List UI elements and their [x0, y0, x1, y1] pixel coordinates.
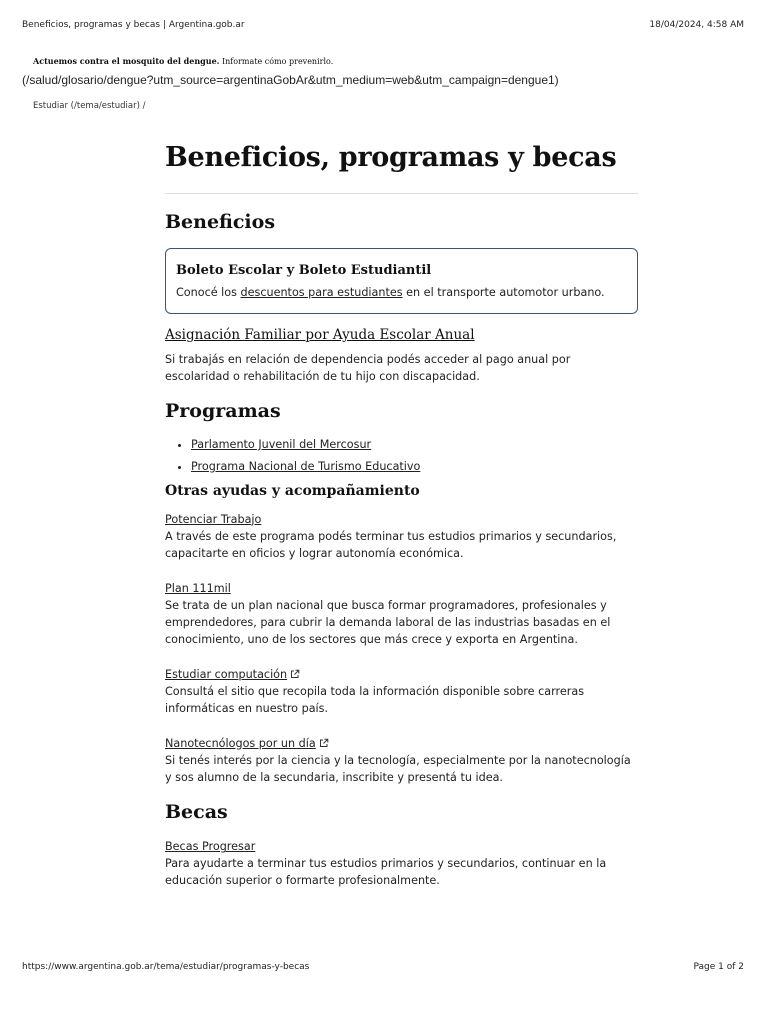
list-item [191, 460, 638, 473]
asignacion-familiar-text: Si trabajás en relación de dependencia podés acceder al pago anual por escolaridad o rehabilitación de tu hijo con discapacidad. [165, 352, 571, 383]
boleto-card-text-before: Conocé los [176, 285, 241, 299]
list-item [165, 732, 638, 786]
beneficios-heading: Beneficios [165, 211, 276, 234]
print-header-datetime: 18/04/2024, 4:58 AM [649, 20, 744, 30]
programas-heading: Programas [165, 399, 281, 422]
print-footer [22, 962, 744, 972]
external-link-icon [290, 669, 300, 679]
print-footer-url: https://www.argentina.gob.ar/tema/estudiar/programas-y-becas [22, 962, 310, 972]
boleto-card-text-after: en el transporte automotor urbano. [402, 285, 605, 299]
estudiar-computacion-link[interactable]: Estudiar computación [165, 667, 288, 681]
plan-111mil-text: Se trata de un plan nacional que busca formar programadores, profesionales y emprendedores, para cubrir la demanda laboral de las industrias basadas en el conocimiento, uno de los sectores que más crece y exporta en Argentina. [165, 598, 611, 646]
breadcrumb[interactable]: Estudiar (/tema/estudiar) / [33, 101, 146, 111]
potenciar-trabajo-text: A través de este programa podés terminar tus estudios primarios y secundarios, capacitarte en oficios y lograr autonomía económica. [165, 529, 617, 560]
dengue-alert-url: (/salud/glosario/dengue?utm_source=argentinaGobAr&utm_medium=web&utm_campaign=dengue1) [22, 73, 559, 87]
asignacion-familiar-link[interactable]: Asignación Familiar por Ayuda Escolar Anual [165, 326, 475, 343]
print-footer-page: Page 1 of 2 [693, 962, 744, 972]
list-item [165, 508, 638, 562]
dengue-alert [33, 56, 333, 66]
print-header-title: Beneficios, programas y becas | Argentina.gob.ar [22, 20, 245, 30]
beneficios-section [165, 211, 638, 385]
nanotecnologos-link[interactable]: Nanotecnólogos por un día [165, 736, 316, 750]
becas-section [165, 801, 638, 890]
becas-progresar-link[interactable]: Becas Progresar [165, 840, 256, 854]
boleto-card [165, 248, 638, 314]
list-item [165, 663, 638, 717]
becas-progresar-text: Para ayudarte a terminar tus estudios primarios y secundarios, continuar en la educación superior o formarte profesionalmente. [165, 857, 607, 888]
estudiar-computacion-text: Consultá el sitio que recopila toda la información disponible sobre carreras informáticas en nuestro país. [165, 684, 585, 715]
list-item [191, 438, 638, 451]
otras-ayudas-section [165, 483, 638, 786]
list-item [165, 577, 638, 648]
boleto-card-title: Boleto Escolar y Boleto Estudiantil [176, 262, 432, 278]
programas-section [165, 400, 638, 473]
dengue-alert-bold: Actuemos contra el mosquito del dengue. [33, 56, 220, 66]
turismo-educativo-link[interactable]: Programa Nacional de Turismo Educativo [191, 459, 421, 473]
dengue-alert-text[interactable]: Informate cómo prevenirlo. [219, 57, 334, 66]
potenciar-trabajo-link[interactable]: Potenciar Trabajo [165, 512, 262, 526]
becas-heading: Becas [165, 800, 228, 823]
nanotecnologos-text: Si tenés interés por la ciencia y la tecnología, especialmente por la nanotecnología y sos alumno de la secundaria, inscribite y presentá tu idea. [165, 753, 631, 784]
boleto-card-text [176, 284, 627, 301]
plan-111mil-link[interactable]: Plan 111mil [165, 581, 231, 595]
main-content [165, 140, 638, 889]
descuentos-link[interactable]: descuentos para estudiantes [240, 285, 403, 299]
print-header [22, 20, 744, 30]
page-title: Beneficios, programas y becas [165, 140, 638, 194]
external-link-icon [319, 738, 329, 748]
otras-ayudas-heading: Otras ayudas y acompañamiento [165, 482, 420, 499]
programas-list [165, 438, 638, 473]
parlamento-juvenil-link[interactable]: Parlamento Juvenil del Mercosur [191, 437, 372, 451]
